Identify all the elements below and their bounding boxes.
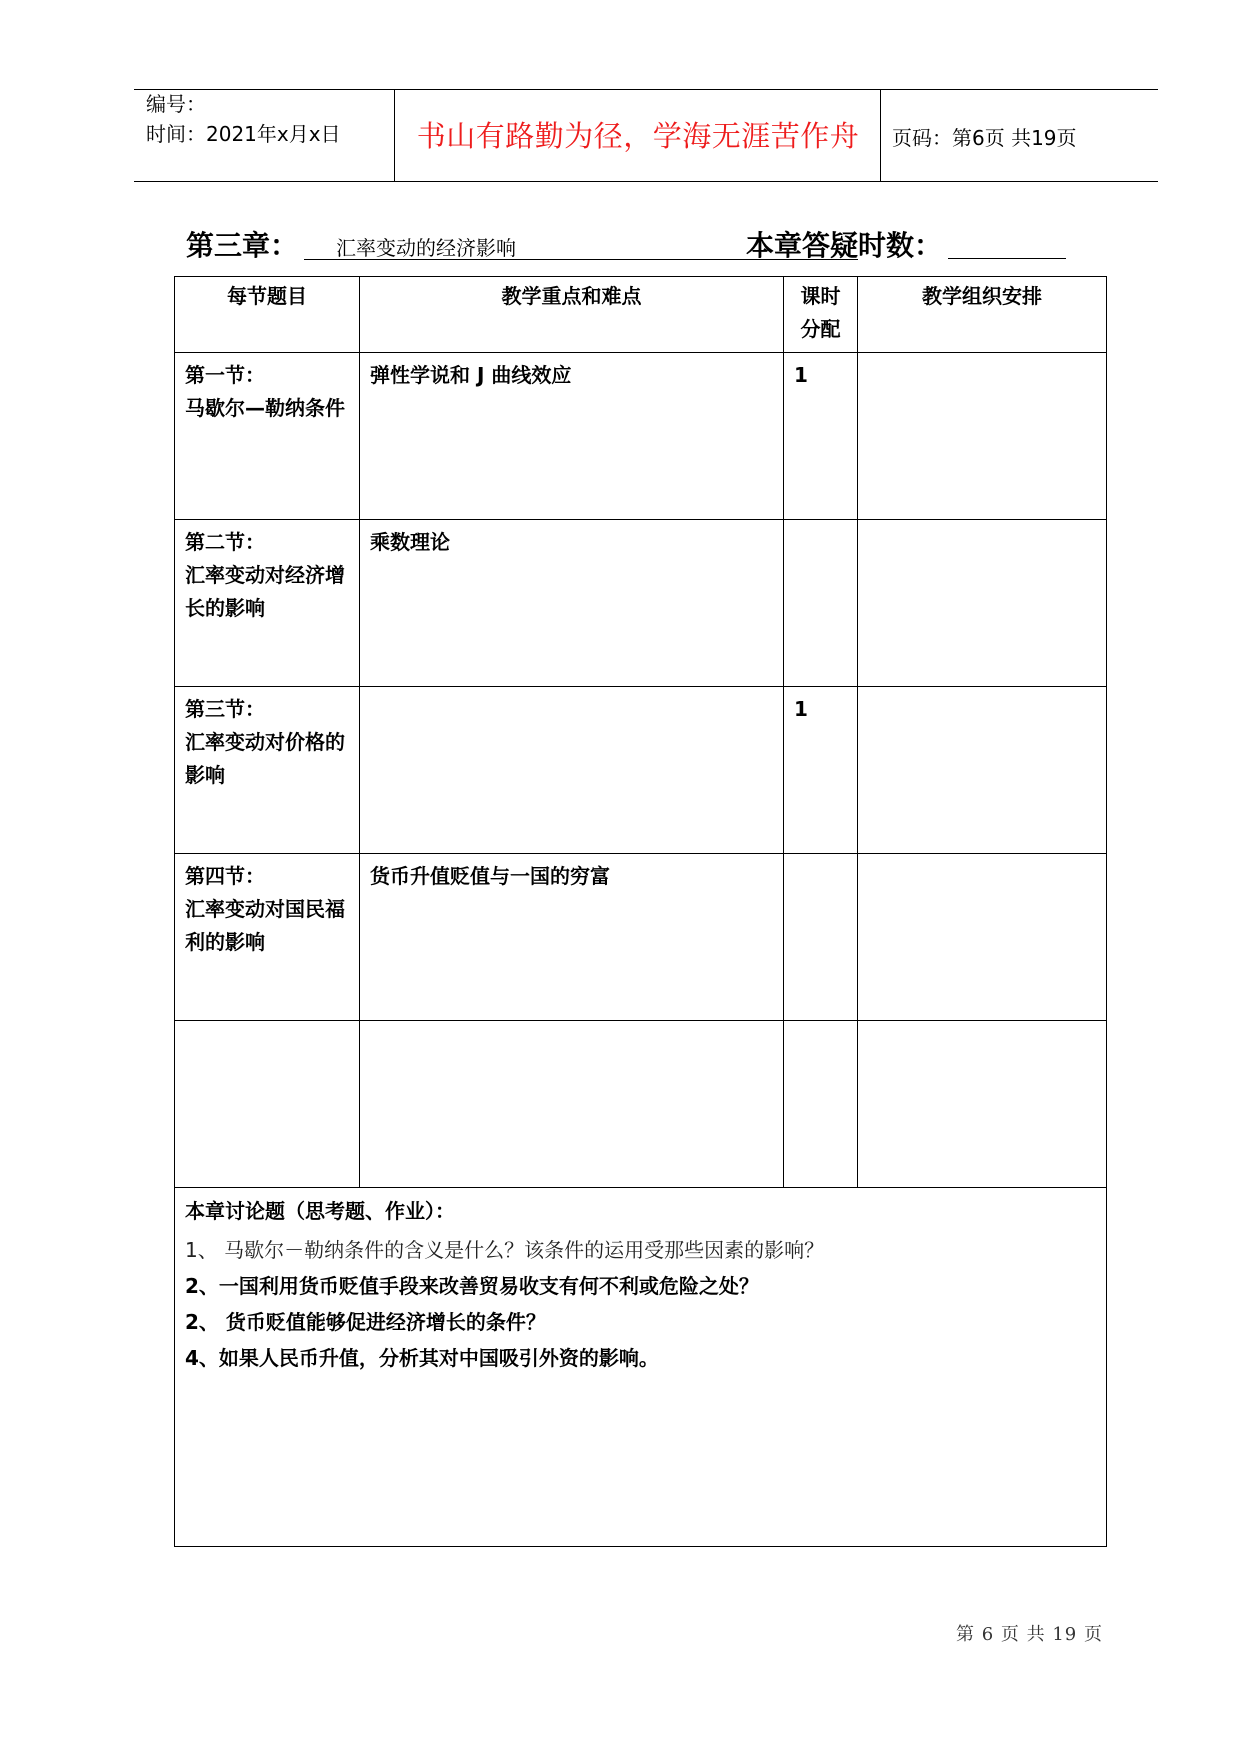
hours-cell (784, 854, 858, 1021)
section-topic: 马歇尔—勒纳条件 (185, 396, 345, 420)
section-cell (175, 687, 360, 854)
discussion-row (175, 1188, 1107, 1547)
col-header-hours-line2: 分配 (800, 317, 841, 341)
key-points-cell (360, 1021, 784, 1188)
header-number-label: 编号： (146, 92, 206, 116)
hours-cell (784, 520, 858, 687)
chapter-label: 第三章： (186, 229, 299, 262)
section-cell (175, 353, 360, 520)
col-header-section: 每节题目 (175, 277, 360, 353)
section-topic: 汇率变动对价格的影响 (185, 730, 345, 787)
table-row (175, 854, 1107, 1021)
col-header-hours (784, 277, 858, 353)
discussion-cell (175, 1188, 1107, 1547)
header-motto: 书山有路勤为径，学海无涯苦作舟 (416, 119, 860, 153)
key-points-cell: 弹性学说和 J 曲线效应 (360, 353, 784, 520)
discussion-item: 1、 马歇尔－勒纳条件的含义是什么？该条件的运用受那些因素的影响？ (185, 1238, 825, 1262)
header-bottom-rule (134, 181, 1158, 182)
discussion-title: 本章讨论题（思考题、作业）： (185, 1199, 455, 1223)
discussion-item: 2、一国利用货币贬值手段来改善贸易收支有何不利或危险之处？ (185, 1274, 759, 1298)
organization-cell (858, 520, 1107, 687)
section-cell (175, 520, 360, 687)
qa-hours-blank (948, 258, 1066, 259)
header-meta (146, 89, 341, 149)
key-points-cell: 乘数理论 (360, 520, 784, 687)
section-number: 第三节： (185, 697, 265, 721)
organization-cell (858, 1021, 1107, 1188)
section-topic: 汇率变动对经济增长的影响 (185, 563, 345, 620)
col-header-organization: 教学组织安排 (858, 277, 1107, 353)
qa-hours-label: 本章答疑时数： (746, 229, 943, 262)
key-points-cell: 货币升值贬值与一国的穷富 (360, 854, 784, 1021)
table-row (175, 687, 1107, 854)
section-cell (175, 1021, 360, 1188)
header-divider-right (880, 89, 881, 181)
hours-cell: 1 (784, 353, 858, 520)
chapter-heading (186, 224, 1086, 264)
hours-cell: 1 (784, 687, 858, 854)
organization-cell (858, 687, 1107, 854)
table-row (175, 353, 1107, 520)
header-page-label: 页码：第6页 共19页 (892, 126, 1077, 150)
header-divider-left (394, 89, 395, 181)
table-row (175, 1021, 1107, 1188)
header-time-label: 时间：2021年x月x日 (146, 122, 341, 146)
table-header-row (175, 277, 1107, 353)
section-number: 第四节： (185, 864, 265, 888)
section-number: 第二节： (185, 530, 265, 554)
organization-cell (858, 353, 1107, 520)
discussion-item: 2、 货币贬值能够促进经济增长的条件？ (185, 1310, 546, 1334)
section-number: 第一节： (185, 363, 265, 387)
table-row (175, 520, 1107, 687)
section-cell (175, 854, 360, 1021)
col-header-hours-line1: 课时 (800, 284, 841, 308)
col-header-key-points: 教学重点和难点 (360, 277, 784, 353)
section-topic: 汇率变动对国民福利的影响 (185, 897, 345, 954)
footer-page-number: 第 6 页 共 19 页 (956, 1624, 1103, 1645)
chapter-title: 汇率变动的经济影响 (304, 232, 858, 260)
discussion-item: 4、如果人民币升值，分析其对中国吸引外资的影响。 (185, 1346, 659, 1370)
key-points-cell (360, 687, 784, 854)
hours-cell (784, 1021, 858, 1188)
organization-cell (858, 854, 1107, 1021)
syllabus-table (174, 276, 1107, 1547)
